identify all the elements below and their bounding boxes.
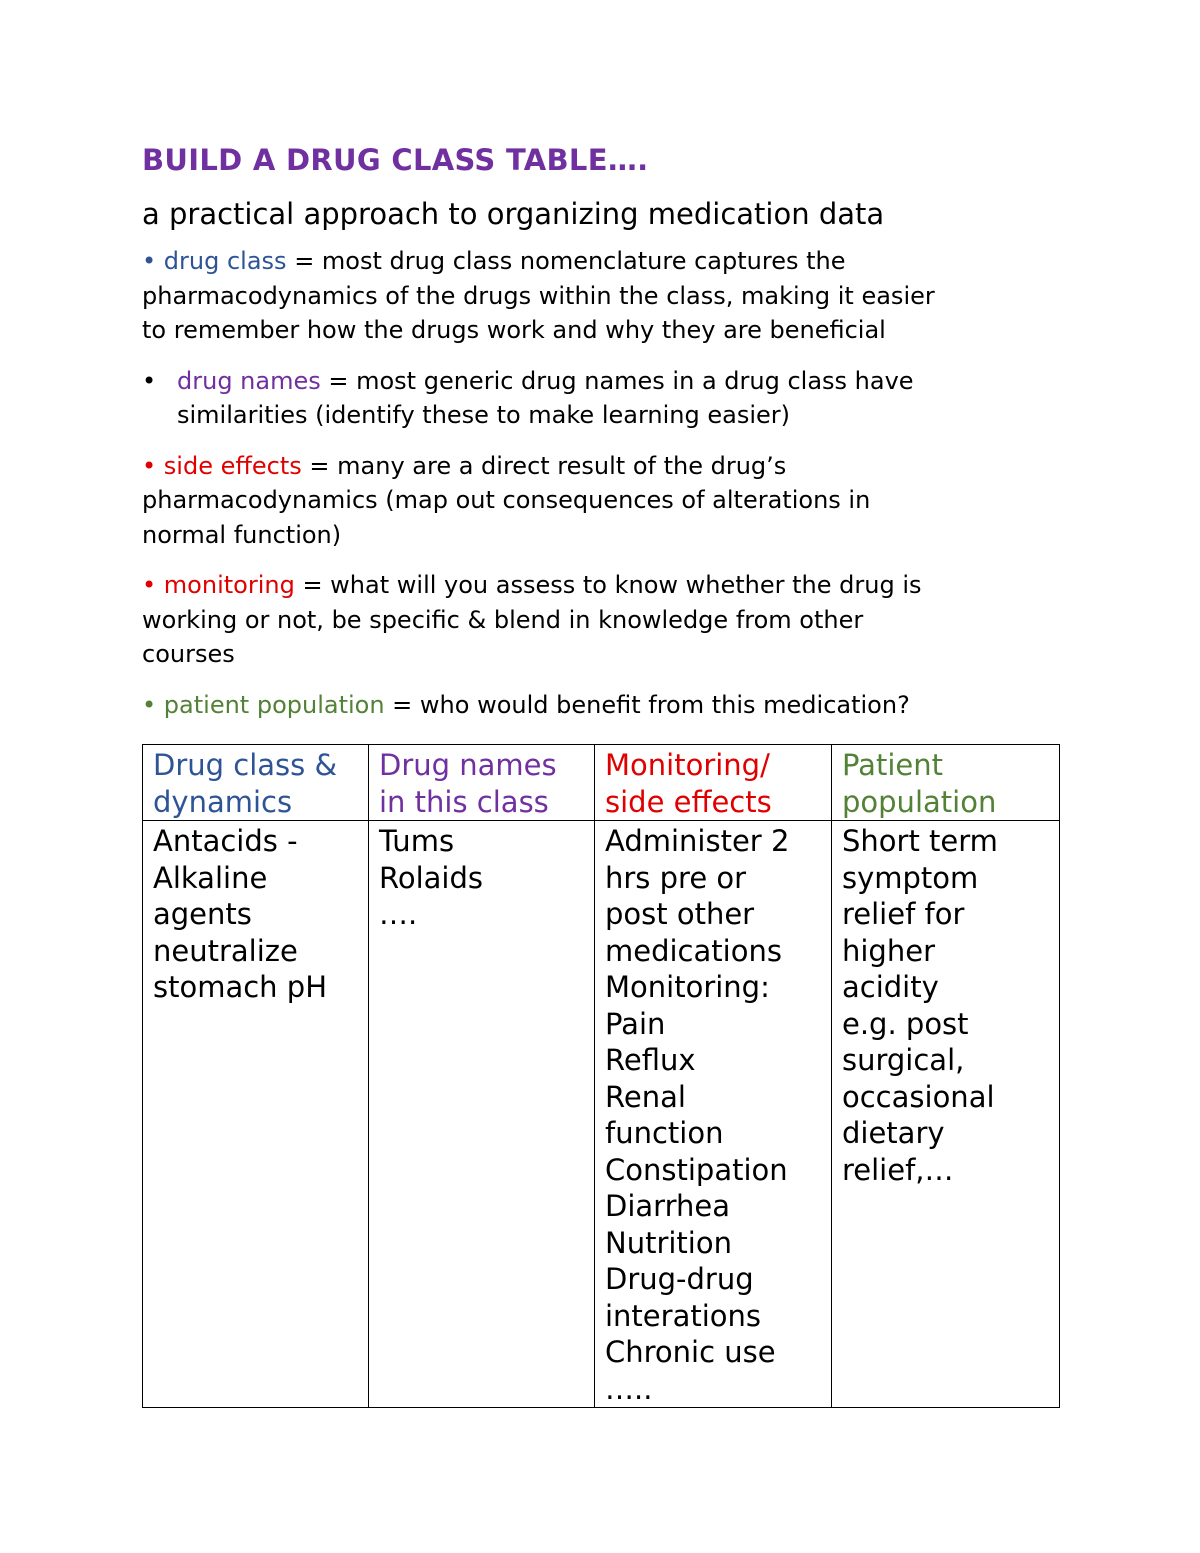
table-header-row (143, 745, 1060, 821)
cell-drug-class: Antacids - Alkaline agents neutralize stomach pH (143, 821, 369, 1408)
term-drug-names: drug names (177, 366, 321, 395)
bullet-monitoring (142, 568, 1062, 672)
bullet-text: similarities (identify these to make learning easier) (177, 401, 790, 429)
cell-monitoring: Administer 2 hrs pre or post other medications Monitoring: Pain Reflux Renal function Constipation Diarrhea Nutrition Drug-drug interations Chronic use ….. (595, 821, 832, 1408)
bullet-mark: • (142, 690, 157, 719)
bullet-text: = many are a direct result of the drug’s (301, 451, 787, 480)
bullet-mark: • (142, 451, 157, 480)
bullet-text: normal function) (142, 520, 342, 549)
bullet-side-effects (142, 449, 1062, 553)
bullet-text: = what will you assess to know whether the drug is (294, 571, 922, 599)
bullet-text: working or not, be specific & blend in knowledge from other (142, 605, 864, 634)
bullet-text: to remember how the drugs work and why they are beneficial (142, 316, 886, 344)
bullet-text: = most drug class nomenclature captures the (286, 247, 846, 275)
table-row (143, 821, 1060, 1408)
term-patient-population: patient population (163, 690, 385, 719)
cell-patient-population: Short term symptom relief for higher acidity e.g. post surgical, occasional dietary relief,… (832, 821, 1060, 1408)
header-drug-names: Drug names in this class (369, 745, 595, 821)
term-side-effects: side effects (163, 451, 302, 480)
bullet-text: = most generic drug names in a drug class have (320, 366, 914, 395)
document-subtitle: a practical approach to organizing medication data (142, 197, 885, 231)
bullet-text: = who would benefit from this medication? (384, 690, 910, 719)
document-title: BUILD A DRUG CLASS TABLE…. (142, 143, 649, 177)
drug-class-table (142, 744, 1060, 1408)
document-body (142, 140, 1062, 722)
bullet-patient-population (142, 688, 1062, 723)
bullet-drug-names (142, 364, 1062, 433)
bullet-text: pharmacodynamics of the drugs within the class, making it easier (142, 281, 935, 310)
bullet-drug-class (142, 244, 1062, 348)
cell-drug-names: Tums Rolaids …. (369, 821, 595, 1408)
term-drug-class: drug class (163, 247, 287, 275)
header-drug-class: Drug class & dynamics (143, 745, 369, 821)
bullet-mark: • (142, 247, 157, 275)
header-monitoring: Monitoring/ side effects (595, 745, 832, 821)
term-monitoring: monitoring (163, 571, 295, 599)
bullet-text: courses (142, 640, 235, 668)
bullet-mark: • (142, 571, 157, 599)
bullet-text: pharmacodynamics (map out consequences of alterations in (142, 486, 871, 514)
bullet-mark: • (142, 366, 157, 395)
header-patient-population: Patient population (832, 745, 1060, 821)
